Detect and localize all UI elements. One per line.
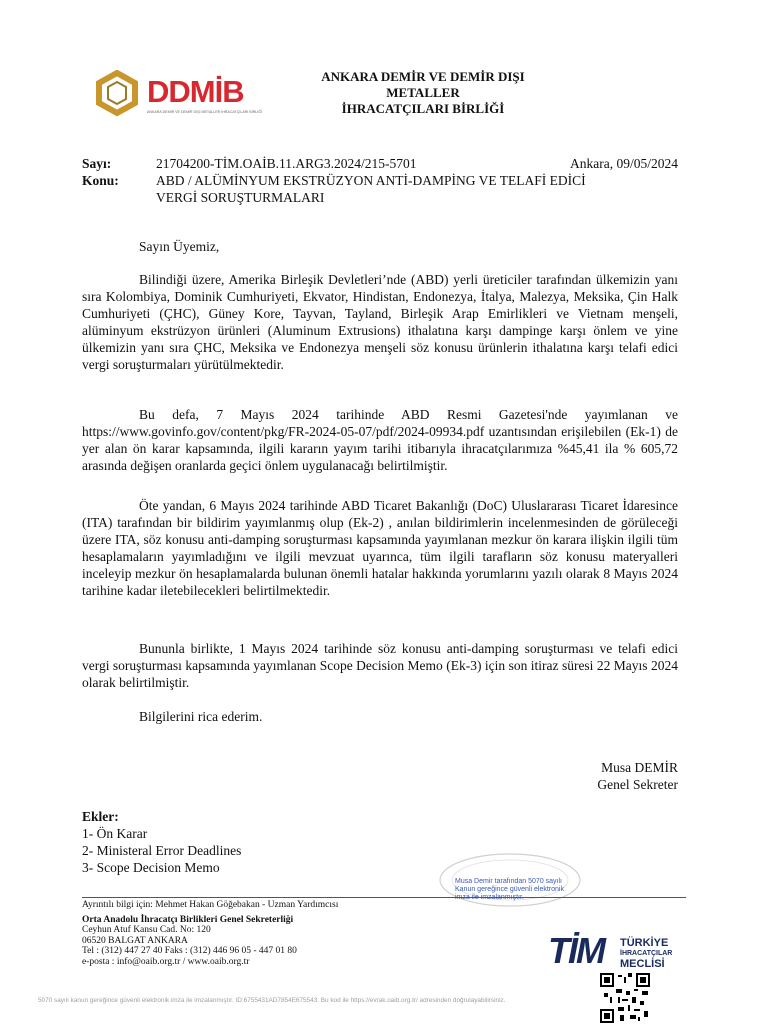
footer-divider: [82, 897, 686, 898]
attachments: [82, 808, 241, 876]
esign-note: Musa Demir tarafından 5070 sayılı Kanun gereğince güvenli elektronik: [455, 878, 564, 893]
subject-line: ABD / ALÜMİNYUM EKSTRÜZYON ANTİ-DAMPİNG VE TELAFİ EDİCİ: [156, 173, 586, 188]
footer-org: Orta Anadolu İhracatçı Birlikleri Genel Sekreterliği: [82, 914, 294, 925]
logo-text: DDMİB: [147, 74, 244, 109]
logo-subtext: ANKARA DEMİR VE DEMİR DIŞI METALLER İHRACATÇILARI BİRLİĞİ: [147, 110, 263, 114]
tim-line: TÜRKİYE: [620, 937, 669, 949]
salutation: Sayın Üyemiz,: [139, 239, 220, 254]
konu-label: Konu:: [82, 173, 119, 188]
org-title-line: İHRACATÇILARI BİRLİĞİ: [341, 101, 505, 116]
footer-email: e-posta : info@oaib.org.tr / www.oaib.org.tr: [82, 956, 250, 967]
attachment-item: 1- Ön Karar: [82, 826, 148, 841]
attachments-title: Ekler:: [82, 809, 119, 824]
body-paragraph: Bilindiği üzere, Amerika Birleşik Devletleri’nde (ABD) yerli üreticiler tarafından ülkemizin yanı sıra Kolombiya, Dominik Cumhuriyeti, Ekvator, Hindistan, Endonezya, İtalya, Malezya, Meksika, Çin Halk Cumhuriyeti (ÇHC), Güney Kore, Tayvan, Tayland, Birleşik Arap Emirlikleri ve Vietnam menşeli, alüminyum ekstrüzyon ürünleri (Aluminum Extrusions) ithalatına karşı dampinge karşı önlem ve yine ülkemizin yanı sıra ÇHC, Meksika ve Endonezya menşeli söz konusu ürünlerin ithalatına karşı telafi edici vergi soruşturmaları yürütülmektedir.: [82, 272, 678, 372]
body-paragraph: Bununla birlikte, 1 Mayıs 2024 tarihinde söz konusu anti-damping soruşturması ve telafi edici vergi soruşturması kapsamında yayımlanan Scope Decision Memo (Ek-3) için son itiraz süresi 22 Mayıs 2024 olarak belirtilmiştir.: [82, 641, 678, 690]
qr-code-icon: [600, 973, 650, 1023]
closing-line: Bilgilerini rica ederim.: [139, 709, 263, 724]
tim-line: MECLİSİ: [620, 958, 665, 970]
footer-contact: [82, 900, 338, 967]
signer-name: Musa DEMİR: [601, 760, 678, 775]
sayi-label: Sayı:: [82, 156, 112, 171]
contact-info: Ayrıntılı bilgi için: Mehmet Hakan Göğebakan - Uzman Yardımcısı: [82, 900, 339, 910]
verification-text: 5070 sayılı kanun gereğince güvenli elektronik imza ile imzalanmıştır. ID:6755431AD7854E675543. Bu kod ile https://evrak.oaib.org.tr/ adresinden doğrulayabilirsiniz.: [38, 997, 506, 1004]
org-title-line: METALLER: [386, 85, 460, 100]
attachment-item: 2- Ministeral Error Deadlines: [82, 843, 242, 858]
org-title-line: ANKARA DEMİR VE DEMİR DIŞI: [321, 69, 525, 84]
attachment-item: 3- Scope Decision Memo: [82, 860, 220, 875]
subject-line: VERGİ SORUŞTURMALARI: [156, 190, 325, 205]
org-title: [278, 69, 568, 117]
hexagon-logo-icon: [99, 73, 135, 113]
document-number: 21704200-TİM.OAİB.11.ARG3.2024/215-5701: [156, 156, 417, 171]
footer-address: 06520 BALGAT ANKARA: [82, 935, 188, 946]
body-paragraph: Bu defa, 7 Mayıs 2024 tarihinde ABD Resmi Gazetesi'nde yayımlanan ve https://www.govinfo.gov/content/pkg/FR-2024-05-07/pdf/2024-09934.pdf uzantısından erişilebilen (Ek-1) de yer alan ön karar kapsamında, ilgili kararın yayım tarihi itibarıyla ihracatçılarımıza %45,41 ila % 605,72 arasında değişen oranlarda geçici önlem uygulanacağı belirtilmiştir.: [82, 407, 678, 473]
tim-line: İHRACATÇILAR: [620, 950, 673, 957]
footer-address: Ceyhun Atuf Kansu Cad. No: 120: [82, 925, 211, 935]
ddmib-logo: [95, 70, 265, 120]
signer-title: Genel Sekreter: [597, 777, 678, 792]
body-paragraph: Öte yandan, 6 Mayıs 2024 tarihinde ABD Ticaret Bakanlığı (DoC) Uluslararası Ticaret İdaresince (ITA) tarafından bir bildirim yayımlanmış olup (Ek-2) , anılan bildirimlerin incelenmesinden de görüleceği üzere ITA, söz konusu anti-damping soruşturması kapsamında yayımlanan mezkur ön karara ilişkin ilgili tüm hesaplamaların yayımladığını ve ilgili mevzuat uyarınca, tüm ilgili tarafların söz konusu materyalleri inceleyip mezkur ön hesaplamalarda bulunan önemli hatalar hakkında yorumlarını yazılı olarak 8 Mayıs 2024 tarihine kadar iletebilecekleri belirtilmektedir.: [82, 498, 678, 598]
footer-phone: Tel : (312) 447 27 40 Faks : (312) 446 96 05 - 447 01 80: [82, 946, 297, 956]
tim-logo-text: TİM: [548, 930, 604, 971]
document-date: Ankara, 09/05/2024: [570, 156, 678, 171]
